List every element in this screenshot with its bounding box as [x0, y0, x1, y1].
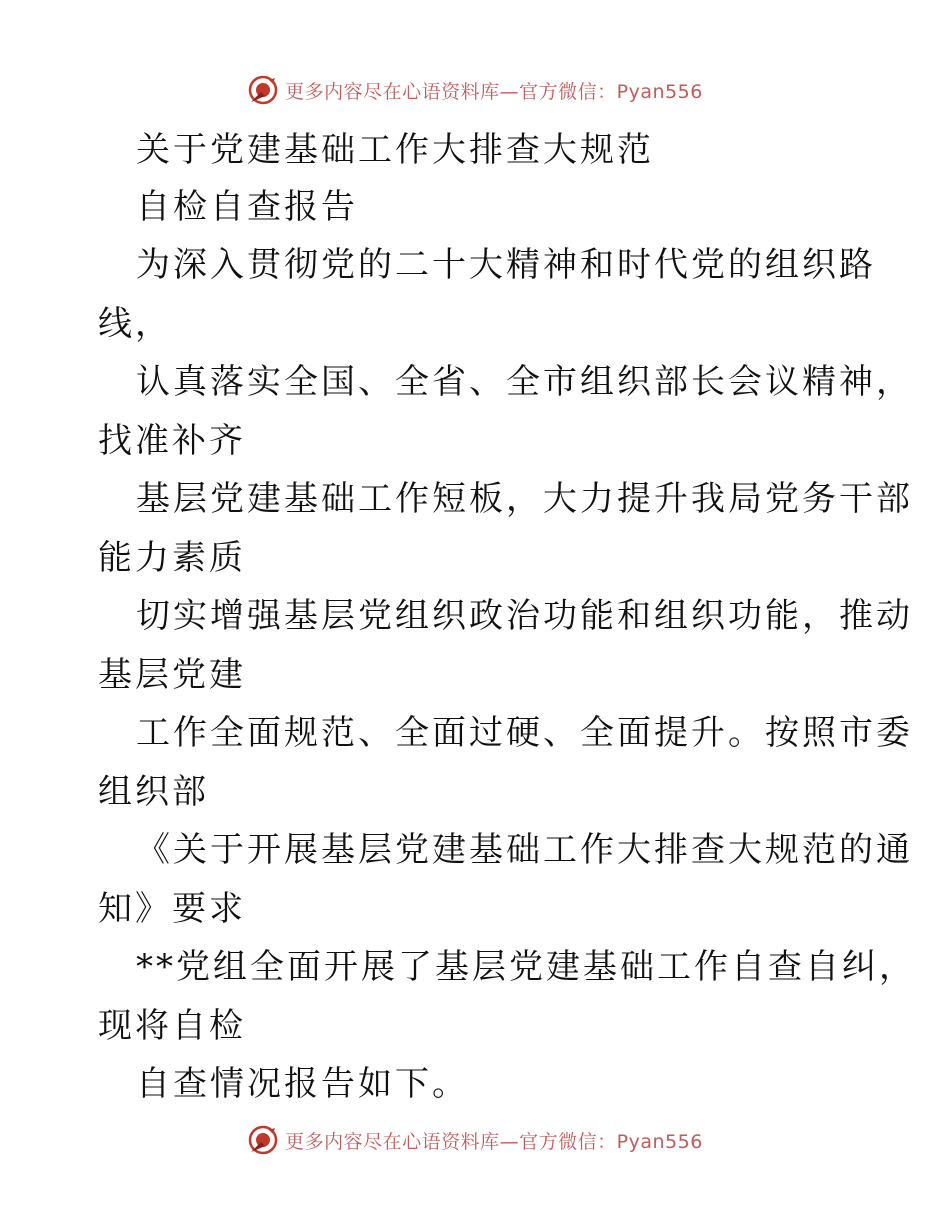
doc-text-line: 《关于开展基层党建基础工作大排查大规范的通 — [136, 830, 913, 870]
doc-text-line: 切实增强基层党组织政治功能和组织功能，推动 — [136, 596, 913, 636]
doc-title-line-2: 自检自查报告 — [136, 187, 358, 227]
doc-text-line: 能力素质 — [98, 538, 246, 578]
doc-text-line: 找准补齐 — [98, 421, 246, 461]
doc-text-line: 认真落实全国、全省、全市组织部长会议精神， — [136, 362, 913, 402]
footer-watermark — [0, 1120, 950, 1160]
doc-text-line: 组织部 — [98, 772, 209, 812]
doc-text-line: 现将自检 — [98, 1006, 246, 1046]
pen-logo-icon — [247, 74, 279, 106]
doc-text-line: 基层党建基础工作短板，大力提升我局党务干部 — [136, 479, 913, 519]
doc-text-line: 工作全面规范、全面过硬、全面提升。按照市委 — [136, 713, 913, 753]
watermark-text: 更多内容尽在心语资料库—官方微信：Pyan556 — [285, 80, 703, 103]
doc-text-line: 自查情况报告如下。 — [136, 1064, 469, 1104]
pen-logo-icon — [247, 1124, 279, 1156]
doc-text-line: **党组全面开展了基层党建基础工作自查自纠， — [136, 947, 916, 987]
doc-text-line: 线， — [98, 304, 172, 344]
header-watermark — [0, 70, 950, 110]
watermark-text: 更多内容尽在心语资料库—官方微信：Pyan556 — [285, 1130, 703, 1153]
doc-text-line: 知》要求 — [98, 889, 246, 929]
doc-title-line-1: 关于党建基础工作大排查大规范 — [136, 130, 654, 170]
doc-text-line: 为深入贯彻党的二十大精神和时代党的组织路 — [136, 245, 876, 285]
doc-text-line: 基层党建 — [98, 655, 246, 695]
